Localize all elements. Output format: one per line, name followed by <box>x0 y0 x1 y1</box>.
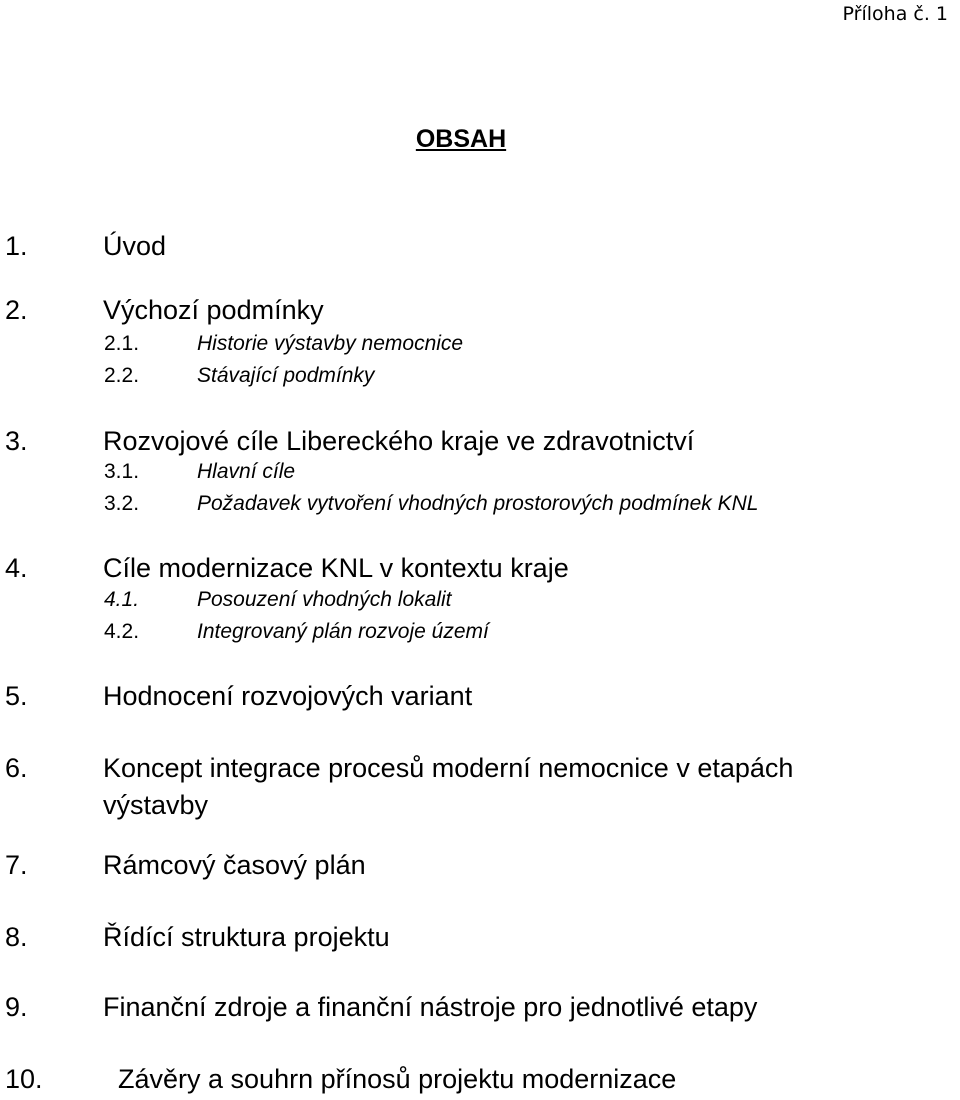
section-number: 2. <box>5 295 28 325</box>
subsection-title: Požadavek vytvoření vhodných prostorových podmínek KNL <box>197 492 759 515</box>
section-title: Výchozí podmínky <box>103 295 324 325</box>
subsection-title: Historie výstavby nemocnice <box>197 332 464 355</box>
subsection-title: Hlavní cíle <box>197 460 296 483</box>
section-title: Hodnocení rozvojových variant <box>103 681 473 711</box>
section-title-line2: výstavby <box>103 790 209 820</box>
attachment-label: Příloha č. 1 <box>842 3 948 25</box>
section-number: 9. <box>5 992 28 1022</box>
section-number: 1. <box>5 231 28 261</box>
subsection-number: 3.1. <box>104 460 140 483</box>
section-number: 7. <box>5 850 28 880</box>
section-number: 6. <box>5 753 28 783</box>
subsection-title: Integrovaný plán rozvoje území <box>197 620 489 643</box>
section-title: Rámcový časový plán <box>103 850 366 880</box>
section-title-line1: Koncept integrace procesů moderní nemocnice v etapách <box>103 753 794 783</box>
subsection-number: 2.1. <box>104 332 140 355</box>
subsection-number: 4.1. <box>104 588 140 611</box>
subsection-number: 2.2. <box>104 364 140 387</box>
section-number: 10. <box>5 1064 43 1094</box>
subsection-number: 3.2. <box>104 492 140 515</box>
section-title: Řídící struktura projektu <box>103 922 390 952</box>
section-title: Úvod <box>103 231 167 261</box>
subsection-title: Stávající podmínky <box>197 364 375 387</box>
section-number: 3. <box>5 426 28 456</box>
section-title: Cíle modernizace KNL v kontextu kraje <box>103 553 569 583</box>
section-title: Finanční zdroje a finanční nástroje pro jednotlivé etapy <box>103 992 758 1022</box>
section-title: Závěry a souhrn přínosů projektu modernizace <box>118 1064 677 1094</box>
section-title: Rozvojové cíle Libereckého kraje ve zdravotnictví <box>103 426 695 456</box>
section-number: 8. <box>5 922 28 952</box>
section-number: 4. <box>5 553 28 583</box>
section-number: 5. <box>5 681 28 711</box>
subsection-number: 4.2. <box>104 620 140 643</box>
toc-title: OBSAH <box>415 125 507 153</box>
subsection-title: Posouzení vhodných lokalit <box>197 588 452 611</box>
